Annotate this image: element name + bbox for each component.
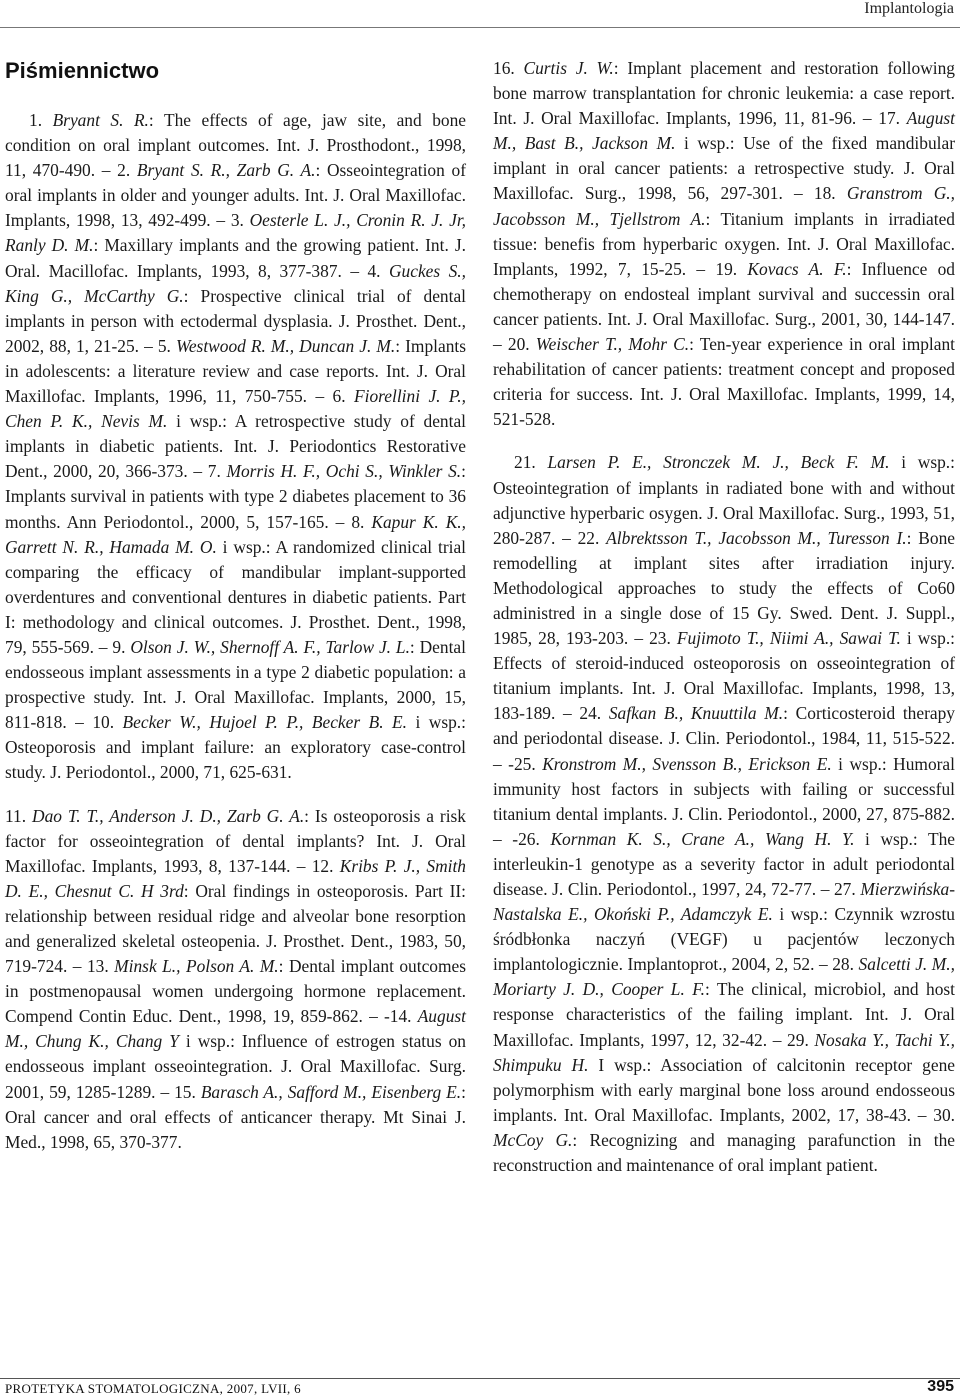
reference-details: : Oral cancer and oral effects of anticancer therapy. Mt Sinai J. Med., 1998, 65, 370-377. [5, 1081, 466, 1152]
reference-details: : Dental endosseous implant assessments in a type 2 diabetic population: a prospective study. Int. J. Oral Maxillofac. Implants, 2000, 15, 811-818. [5, 636, 466, 733]
reference-authors: Granstrom G., Jacobsson M., Tjellstrom A. [493, 183, 955, 229]
reference-authors: Dao T. T., Anderson J. D., Zarb G. A. [32, 805, 305, 826]
reference-number: 19. [715, 258, 738, 279]
reference-details: : Implants survival in patients with type 2 diabetes placement to 36 months. Ann Periodontol., 2000, 5, 157-165. [5, 461, 466, 532]
reference-number: 21. [514, 452, 536, 473]
reference-authors: Safkan B., Knuuttila M. [608, 703, 784, 724]
reference-paragraph: 11. Dao T. T., Anderson J. D., Zarb G. A.: Is osteoporosis a risk factor for osseointegration of dental implants? Int. J. Oral Maxillofac. Implants, 1993, 8, 137-144. – 12. Kribs P. J., Smith D. E., Chesnut C. H 3rd: Oral findings in osteoporosis. Part II: relationship between residual ridge and alveolar bone resorption and generalized skeletal osteopenia. J. Prosthet. Dent., 1983, 50, 719-724. – 13. Minsk L., Polson A. M.: Dental implant outcomes in postmenopausal women undergoing hormone replacement. Compend Contin Educ. Dent., 1998, 19, 859-862. – -14. August M., Chung K., Chang Y i wsp.: Influence of estrogen status on endosseous implant osseointegration. J. Oral Maxillofac. Surg. 2001, 59, 1285-1289. – 15. Barasch A., Safford M., Eisenberg E.: Oral cancer and oral effects of anticancer therapy. Mt Sinai J. Med., 1998, 65, 370-377. [5, 805, 467, 1152]
reference-details: i wsp.: Use of the fixed mandibular implant in oral cancer patients: a retrospective study. J. Oral Maxillofac. Surg., 1998, 56, 297-301. [493, 133, 955, 204]
reference-paragraph: 21. Larsen P. E., Stronczek M. J., Beck F. M. i wsp.: Osteointegration of implants in radiated bone with and without adjunctive hyperbaric osygen. J. Oral Maxillofac. Surg., 1993, 51, 280-287. – 22. Albrektsson T., Jacobsson M., Turesson I.: Bone remodelling at implant sites after irradiation injury. Methodological approaches to study the effects of Co60 administred in a single dose of 15 Gy. Swed. Dent. J. Suppl., 1985, 28, 193-203. – 23. Fujimoto T., Niimi A., Sawai T. i wsp.: Effects of steroid-induced osteoporosis on osseointegration of titanium implants. Int. J. Oral Maxillofac. Implants, 1998, 13, 183-189. – 24. Safkan B., Knuuttila M.: Corticosteroid therapy and periodontal disease. J. Clin. Periodontol., 1984, 11, 515-522. – -25. Kronstrom M., Svensson B., Erickson E. i wsp.: Humoral immunity host factors in subjects with failing or successful titanium dental implants. J. Clin. Periodontol., 2000, 27, 875-882. – -26. Kornman K. S., Crane A., Wang H. Y. i wsp.: The interleukin-1 genotype as a severity factor in adult periodontal disease. J. Clin. Periodontol., 1997, 24, 72-77. – 27. Mierzwińska-Nastalska E., Okoński P., Adamczyk E. i wsp.: Czynnik wzrostu śródbłonka naczyń (VEGF) u pacjentów leczonych implantologicznie. Implantoprot., 2004, 2, 52. – 28. Salcetti J. M., Moriarty J. D., Cooper L. F.: The clinical, microbiol, and host response characteristics of the failing implant. Int. J. Oral Maxillofac. Implants, 1997, 12, 32-42. – 29. Nosaka Y., Tachi Y., Shimpuku H. I wsp.: Association of calcitonin receptor gene polymorphism with early marginal bone loss around endosseous implants. Int. Oral Maxillofac. Implants, 2002, 17, 38-43. – 30. McCoy G.: Recognizing and managing parafunction in the reconstruction and maintenance of oral implant patient. [493, 452, 956, 1176]
page-number: 395 [927, 1378, 954, 1395]
reference-details: : Bone remodelling at implant sites after irradiation injury. Methodological approaches to study the effects of Co60 administred in a single dose of 15 Gy. Swed. Dent. J. Suppl., 1985, 28, 193-203. [493, 527, 955, 649]
footer-rule [0, 1378, 960, 1379]
reference-number: 12. [311, 855, 334, 876]
reference-authors: Bryant S. R. [52, 110, 149, 130]
reference-authors: Larsen P. E., Stronczek M. J., Beck F. M. [547, 452, 890, 473]
reference-details: i wsp.: A randomized clinical trial comparing the efficacy of mandibular implant-supported overdentures and conventional dentures in diabetic patients. Part I: methodology and clinical outcomes. J. Prosthet. Dent., 1998, 79, 555-569. [5, 536, 467, 657]
reference-number: 9. [112, 636, 126, 657]
reference-number: 6. [332, 386, 346, 407]
reference-authors: Fiorellini J. P., Chen P. K., Nevis M. [5, 386, 466, 432]
references-heading: Piśmiennictwo [5, 58, 160, 83]
reference-authors: Becker W., Hujoel P. P., Becker B. E. [122, 712, 408, 733]
journal-citation: PROTETYKA STOMATOLOGICZNA, 2007, LVII, 6 [5, 1381, 301, 1396]
reference-details: : The clinical, microbiol, and host response characteristics of the failing implant. Int. J. Oral Maxillofac. Implants, 1997, 12, 32-42. [493, 979, 955, 1050]
reference-number: 17. [878, 108, 901, 129]
reference-authors: Kapur K. K., Garrett N. R., Hamada M. O. [5, 511, 467, 557]
reference-number: -14. [383, 1006, 412, 1027]
reference-paragraph: 1. Bryant S. R.: The effects of age, jaw site, and bone condition on oral implant outcomes. Int. J. Prosthodont., 1998, 11, 470-490. – 2. Bryant S. R., Zarb G. A.: Osseointegration of oral implants in older and younger adults. Int. J. Oral Maxillofac. Implants, 1998, 13, 492-499. – 3. Oesterle L. J., Cronin R. J. Jr, Ranly D. M.: Maxillary implants and the growing patient. Int. J. Oral. Macillofac. Implants, 1993, 8, 377-387. – 4. Guckes S., King G., McCarthy G.: Prospective clinical trial of dental implants in person with ectodermal dysplasia. J. Prosthet. Dent., 2002, 88, 1, 21-25. – 5. Westwood R. M., Duncan J. M.: Implants in adolescents: a literature review and case reports. Int. J. Oral Maxillofac. Implants, 1996, 11, 750-755. – 6. Fiorellini J. P., Chen P. K., Nevis M. i wsp.: A retrospective study of dental implants in diabetic patients. Int. J. Periodontics Restorative Dent., 2000, 20, 366-373. – 7. Morris H. F., Ochi S., Winkler S.: Implants survival in patients with type 2 diabetes placement to 36 months. Ann Periodontol., 2000, 5, 157-165. – 8. Kapur K. K., Garrett N. R., Hamada M. O. i wsp.: A randomized clinical trial comparing the efficacy of mandibular implant-supported overdentures and conventional dentures in diabetic patients. Part I: methodology and clinical outcomes. J. Prosthet. Dent., 1998, 79, 555-569. – 9. Olson J. W., Shernoff A. F., Tarlow J. L.: Dental endosseous implant assessments in a type 2 diabetic population: a prospective study. Int. J. Oral Maxillofac. Implants, 2000, 15, 811-818. – 10. Becker W., Hujoel P. P., Becker B. E. i wsp.: Osteoporosis and implant failure: an exploratory case-control study. J. Periodontol., 2000, 71, 625-631. [5, 110, 467, 783]
reference-number: 16. [493, 58, 515, 78]
reference-number: 20. [507, 334, 530, 355]
reference-authors: Oesterle L. J., Cronin R. J. Jr, Ranly D. M. [5, 210, 466, 256]
reference-authors: August M., Bast B., Jackson M. [493, 108, 955, 154]
reference-details: i wsp.: Influence of estrogen status on endosseous implant osseointegration. J. Oral Maxillofac. Surg. 2001, 59, 1285-1289. [5, 1031, 466, 1102]
section-label: Implantologia [864, 0, 954, 17]
reference-authors: Kronstrom M., Svensson B., Erickson E. [542, 753, 832, 774]
reference-details: : Is osteoporosis a risk factor for osseointegration of dental implants? Int. J. Oral Maxillofac. Implants, 1993, 8, 137-144. [5, 805, 466, 876]
reference-details: i wsp.: The interleukin-1 genotype as a severity factor in adult periodontal disease. J. Clin. Periodontol., 1997, 24, 72-77. [493, 828, 955, 899]
reference-number: 24. [579, 703, 602, 724]
reference-authors: McCoy G. [493, 1129, 573, 1150]
reference-details: i wsp.: Osteointegration of implants in radiated bone with and without adjunctive hyperbaric osygen. J. Oral Maxillofac. Surg., 1993, 51, 280-287. [493, 452, 955, 548]
reference-number: 10. [92, 712, 115, 733]
reference-number: 8. [351, 511, 365, 532]
reference-details: : Maxillary implants and the growing patient. Int. J. Oral. Macillofac. Implants, 1993, 8, 377-387. [5, 235, 466, 281]
reference-number: 23. [649, 628, 671, 649]
reference-number: 7. [207, 461, 221, 482]
reference-authors: Bryant S. R., Zarb G. A. [136, 160, 316, 181]
reference-number: 28. [832, 954, 854, 975]
reference-details: i wsp.: Effects of steroid-induced osteoporosis on osseointegration of titanium implants. Int. J. Oral Maxillofac. Implants, 1998, 13, 183-189. [493, 628, 956, 724]
header-rule [0, 27, 960, 28]
references-right-column [493, 56, 955, 1178]
reference-details: : Corticosteroid therapy and periodontal disease. J. Clin. Periodontol., 1984, 11, 515-522. [493, 703, 956, 749]
reference-details: : The effects of age, jaw site, and bone condition on oral implant outcomes. Int. J. Prosthodont., 1998, 11, 470-490. [5, 110, 466, 181]
reference-authors: August M., Chung K., Chang Y [5, 1006, 466, 1052]
reference-number: -26. [512, 828, 540, 849]
reference-details: : Titanium implants in irradiated tissue: benefis from hyperbaric oxygen. Int. J. Oral Maxillofac. Implants, 1992, 7, 15-25. [493, 208, 955, 279]
reference-authors: Salcetti J. M., Moriarty J. D., Cooper L. F. [493, 954, 955, 1000]
reference-details: i wsp.: Czynnik wzrostu śródbłonka naczyń (VEGF) u pacjentów leczonych implantologicznie. Implantoprot., 2004, 2, 52. [493, 904, 955, 975]
reference-number: 1. [29, 110, 43, 130]
reference-number: 18. [813, 183, 836, 204]
reference-details: i wsp.: A retrospective study of dental implants in diabetic patients. Int. J. Periodontics Restorative Dent., 2000, 20, 366-373. [5, 411, 467, 482]
reference-number: 4. [367, 260, 381, 281]
reference-authors: Kovacs A. F. [747, 258, 847, 279]
reference-details: : Osseointegration of oral implants in older and younger adults. Int. J. Oral Maxillofac. Implants, 1998, 13, 492-499. [5, 160, 466, 231]
reference-details: : Implant placement and restoration following bone marrow transplantation for chronic leukemia: a case report. Int. J. Oral Maxillofac. Implants, 1996, 11, 81-96. [493, 58, 955, 129]
reference-authors: Albrektsson T., Jacobsson M., Turesson I. [606, 527, 907, 548]
reference-number: 3. [230, 210, 244, 231]
reference-number: 27. [833, 879, 856, 899]
reference-number: 29. [787, 1029, 809, 1050]
reference-details: : Recognizing and managing parafunction in the reconstruction and maintenance of oral implant patient. [493, 1129, 955, 1176]
reference-authors: Curtis J. W. [523, 58, 614, 78]
reference-number: 11. [5, 805, 27, 826]
reference-number: 22. [577, 527, 600, 548]
reference-paragraph: 16. Curtis J. W.: Implant placement and restoration following bone marrow transplantation for chronic leukemia: a case report. Int. J. Oral Maxillofac. Implants, 1996, 11, 81-96. – 17. August M., Bast B., Jackson M. i wsp.: Use of the fixed mandibular implant in oral cancer patients: a retrospective study. J. Oral Maxillofac. Surg., 1998, 56, 297-301. – 18. Granstrom G., Jacobsson M., Tjellstrom A.: Titanium implants in irradiated tissue: benefis from hyperbaric oxygen. Int. J. Oral Maxillofac. Implants, 1992, 7, 15-25. – 19. Kovacs A. F.: Influence od chemotherapy on endosteal implant survival and successin oral cancer patients. Int. J. Oral Maxillofac. Surg., 2001, 30, 144-147. – 20. Weischer T., Mohr C.: Ten-year experience in oral implant rehabilitation of cancer patients: treatment concept and proposed criteria for success. Int. J. Oral Maxillofac. Implants, 1999, 14, 521-528. [493, 58, 955, 430]
reference-authors: Barasch A., Safford M., Eisenberg E. [200, 1081, 462, 1102]
reference-details: : Implants in adolescents: a literature review and case reports. Int. J. Oral Maxillofac. Implants, 1996, 11, 750-755. [5, 335, 466, 407]
reference-details: : Dental implant outcomes in postmenopausal women undergoing hormone replacement. Compend Contin Educ. Dent., 1998, 19, 859-862. [5, 956, 467, 1027]
reference-authors: Guckes S., King G., McCarthy G. [5, 260, 467, 306]
reference-authors: Westwood R. M., Duncan J. M. [175, 335, 396, 356]
reference-authors: Morris H. F., Ochi S., Winkler S. [226, 461, 462, 482]
reference-details: i wsp.: Osteoporosis and implant failure: an exploratory case-control study. J. Periodontol., 2000, 71, 625-631. [5, 712, 466, 783]
reference-authors: Mierzwińska-Nastalska E., Okoński P., Adamczyk E. [493, 879, 955, 925]
reference-details: I wsp.: Association of calcitonin receptor gene polymorphism with early marginal bone loss around endosseous implants. Int. Oral Maxillofac. Implants, 2002, 17, 38-43. [493, 1054, 955, 1125]
reference-authors: Kribs P. J., Smith D. E., Chesnut C. H 3rd [5, 855, 466, 901]
reference-number: 15. [174, 1081, 196, 1102]
reference-number: 13. [86, 956, 109, 977]
reference-details: : Ten-year experience in oral implant rehabilitation of cancer patients: treatment concept and proposed criteria for success. Int. J. Oral Maxillofac. Implants, 1999, 14, 521-528. [493, 334, 955, 430]
reference-number: 30. [933, 1104, 956, 1125]
reference-authors: Weischer T., Mohr C. [535, 334, 690, 355]
reference-authors: Nosaka Y., Tachi Y., Shimpuku H. [493, 1029, 955, 1075]
reference-details: : Prospective clinical trial of dental implants in person with ectodermal dysplasia. J. Prosthet. Dent., 2002, 88, 1, 21-25. [5, 285, 466, 356]
references-left-column [5, 108, 466, 1155]
reference-authors: Olson J. W., Shernoff A. F., Tarlow J. L. [130, 636, 410, 657]
reference-authors: Kornman K. S., Crane A., Wang H. Y. [550, 828, 855, 849]
reference-number: -25. [508, 753, 536, 774]
reference-authors: Minsk L., Polson A. M. [114, 956, 279, 977]
reference-authors: Fujimoto T., Niimi A., Sawai T. [676, 628, 901, 649]
reference-number: 5. [157, 335, 171, 356]
reference-details: : Oral findings in osteoporosis. Part II: relationship between residual ridge and alveolar bone resorption and generalized skeletal osteopenia. J. Prosthet. Dent., 1983, 50, 719-724. [5, 880, 466, 977]
reference-details: : Influence od chemotherapy on endosteal implant survival and successin oral cancer patients. Int. J. Oral Maxillofac. Surg., 2001, 30, 144-147. [493, 258, 955, 329]
reference-details: i wsp.: Humoral immunity host factors in subjects with failing or successful titanium dental implants. J. Clin. Periodontol., 2000, 27, 875-882. [493, 753, 955, 824]
reference-number: 2. [117, 160, 131, 181]
